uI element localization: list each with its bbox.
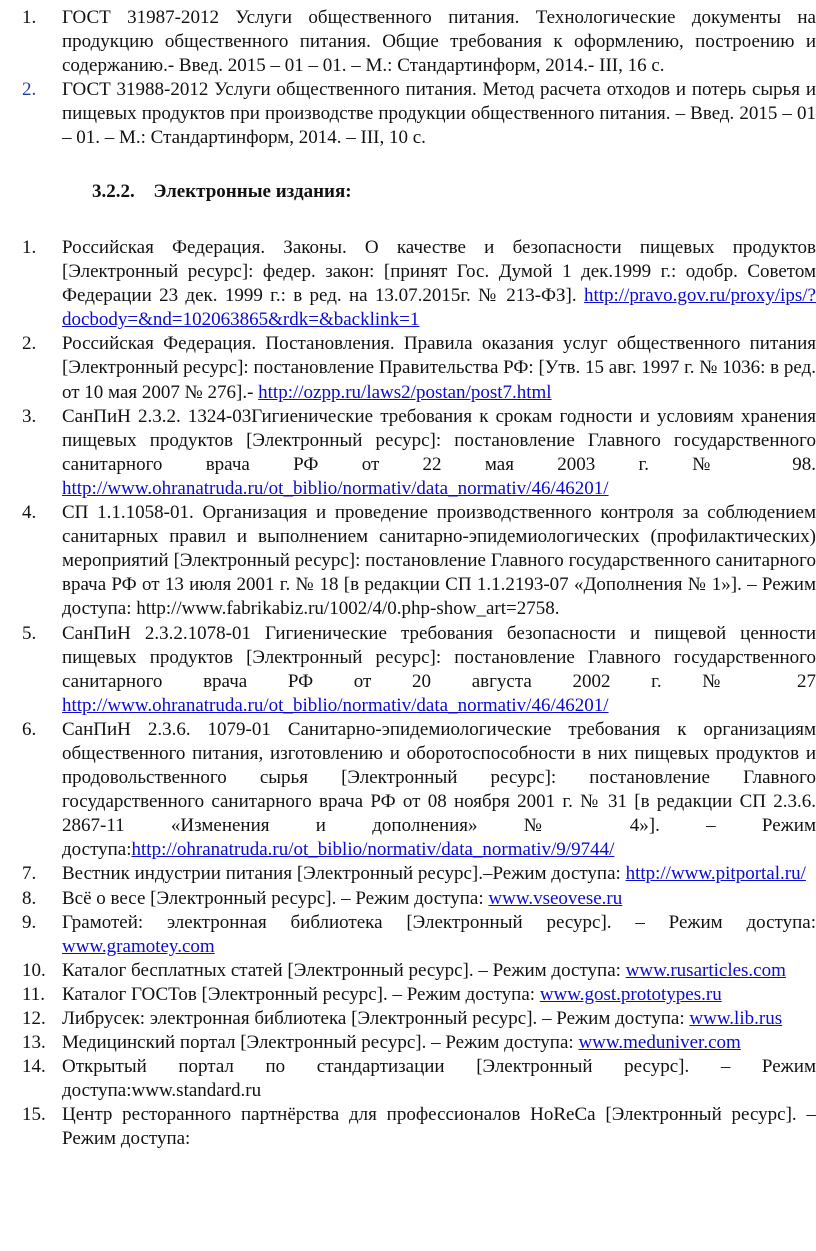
item-text: Каталог ГОСТов [Электронный ресурс]. – Режим доступа: [62,983,540,1005]
item-link[interactable]: http://www.ohranatruda.ru/ot_biblio/normativ/data_normativ/46/46201/ [62,694,609,716]
item-text: ГОСТ 31988-2012 Услуги общественного питания. Метод расчета отходов и потерь сырья и пищевых продуктов при производстве продукции общественного питания. – Введ. 2015 – 01 – 01. – М.: Стандартинформ, 2014. – III, 10 с. [62,79,816,149]
list-item [22,911,816,959]
item-text: СанПиН 2.3.2. 1324-03Гигиенические требования к срокам годности и условиям хранения пищевых продуктов [Электронный ресурс]: постановление Главного государственного санитарного врача РФ от 22 мая 2003 г. № 98. [62,405,816,475]
list-item [22,887,816,911]
item-number: 11. [22,983,46,1005]
item-number: 14. [22,1056,46,1078]
item-text: СП 1.1.1058-01. Организация и проведение производственного контроля за соблюдением санитарных правил и выполнением санитарно-эпидемиологических (профилактических) мероприятий [Электронный ресурс]: постановление Главного государственного санитарного врача РФ от 13 июля 2001 г. № 18 [в редакции СП 1.1.2193-07 «Дополнения № 1»]. – Режим доступа: http://www.fabrikabiz.ru/1002/4/0.php-show_art=2758. [62,502,816,620]
item-link[interactable]: http://www.ohranatruda.ru/ot_biblio/normativ/data_normativ/46/46201/ [62,477,609,499]
item-text: Каталог бесплатных статей [Электронный ресурс]. – Режим доступа: [62,959,626,981]
item-text: Российская Федерация. Постановления. Правила оказания услуг общественного питания [Электронный ресурс]: постановление Правительства РФ: [Утв. 15 авг. 1997 г. № 1036: в ред. от 10 мая 2007 № 276].- [62,333,816,403]
electronic-reference-list [22,236,816,1152]
item-text: Открытый портал по стандартизации [Электронный ресурс]. – Режим доступа:www.standard.ru [62,1056,816,1102]
item-number: 3. [22,405,37,427]
list-item [22,1031,816,1055]
list-item [22,983,816,1007]
item-number: 10. [22,959,46,981]
list-item [22,718,816,863]
item-text: Вестник индустрии питания [Электронный ресурс].–Режим доступа: [62,863,626,885]
section-heading [92,180,352,204]
item-text: ГОСТ 31987-2012 Услуги общественного питания. Технологические документы на продукцию общественного питания. Общие требования к оформлению, построению и содержанию.- Введ. 2015 – 01 – 01. – М.: Стандартинформ, 2014.- III, 16 с. [62,7,816,77]
item-number: 9. [22,911,37,933]
item-link[interactable]: http://www.pitportal.ru/ [625,863,806,885]
item-number: 2. [22,79,37,101]
item-text: СанПиН 2.3.2.1078-01 Гигиенические требования безопасности и пищевой ценности пищевых продуктов [Электронный ресурс]: постановление Главного государственного санитарного врача РФ от 20 августа 2002 г. № 27 [62,622,816,692]
item-link[interactable]: http://ohranatruda.ru/ot_biblio/normativ/data_normativ/9/9744/ [131,839,615,861]
item-link[interactable]: www.vseovese.ru [488,887,623,909]
list-item [22,1103,816,1151]
list-item [22,332,816,404]
list-item [22,862,816,886]
item-number: 1. [22,7,37,28]
item-number: 8. [22,887,37,909]
gost-reference-list [22,6,816,151]
list-item [22,1007,816,1031]
list-item [22,622,816,718]
section-number: 3.2.2. [92,181,135,202]
item-link[interactable]: www.rusarticles.com [625,959,786,981]
item-link[interactable]: http://pravo.gov.ru/proxy/ips/?docbody=&nd=102063865&rdk=&backlink=1 [62,285,816,331]
item-link[interactable]: www.lib.rus [689,1008,783,1029]
item-text: Либрусек: электронная библиотека [Электронный ресурс]. – Режим доступа: [62,1008,690,1029]
section-title: Электронные издания: [153,181,352,202]
list-item [22,501,816,621]
item-text: Грамотей: электронная библиотека [Электронный ресурс]. – Режим доступа: [62,911,816,933]
list-item [22,78,816,150]
item-link[interactable]: www.meduniver.com [578,1032,741,1054]
list-item [22,959,816,983]
item-number: 13. [22,1032,46,1054]
item-number: 15. [22,1104,46,1126]
item-number: 2. [22,333,37,355]
item-number: 1. [22,237,37,258]
item-text: СанПиН 2.3.6. 1079-01 Санитарно-эпидемиологические требования к организациям общественного питания, изготовлению и оборотоспособности в них пищевых продуктов и продовольственного сырья [Электронный ресурс]: постановление Главного государственного санитарного врача РФ от 08 ноября 2001 г. № 31 [в редакции СП 2.3.6. 2867-11 «Изменения и дополнения» № 4»]. – Режим доступа: [62,718,816,861]
item-text: Российская Федерация. Законы. О качестве и безопасности пищевых продуктов [Электронный ресурс]: федер. закон: [принят Гос. Думой 1 дек.1999 г.: одобр. Советом Федерации 23 дек. 1999 г.: в ред. на 13.07.2015г. № 213-ФЗ]. [62,237,816,307]
item-number: 6. [22,718,37,740]
item-link[interactable]: http://ozpp.ru/laws2/postan/post7.html [258,381,552,403]
list-item [22,1055,816,1103]
item-number: 5. [22,622,37,644]
item-text: Медицинский портал [Электронный ресурс]. – Режим доступа: [62,1032,579,1054]
item-text: Всё о весе [Электронный ресурс]. – Режим доступа: [62,887,489,909]
list-item [22,236,816,332]
item-number: 4. [22,502,37,524]
list-item [22,6,816,78]
item-number: 7. [22,863,37,885]
item-number: 12. [22,1008,46,1029]
item-link[interactable]: www.gost.prototypes.ru [539,983,722,1005]
list-item [22,405,816,501]
item-text: Центр ресторанного партнёрства для профессионалов HoReCa [Электронный ресурс]. – Режим доступа: [62,1104,816,1150]
item-link[interactable]: www.gramotey.com [62,935,215,957]
